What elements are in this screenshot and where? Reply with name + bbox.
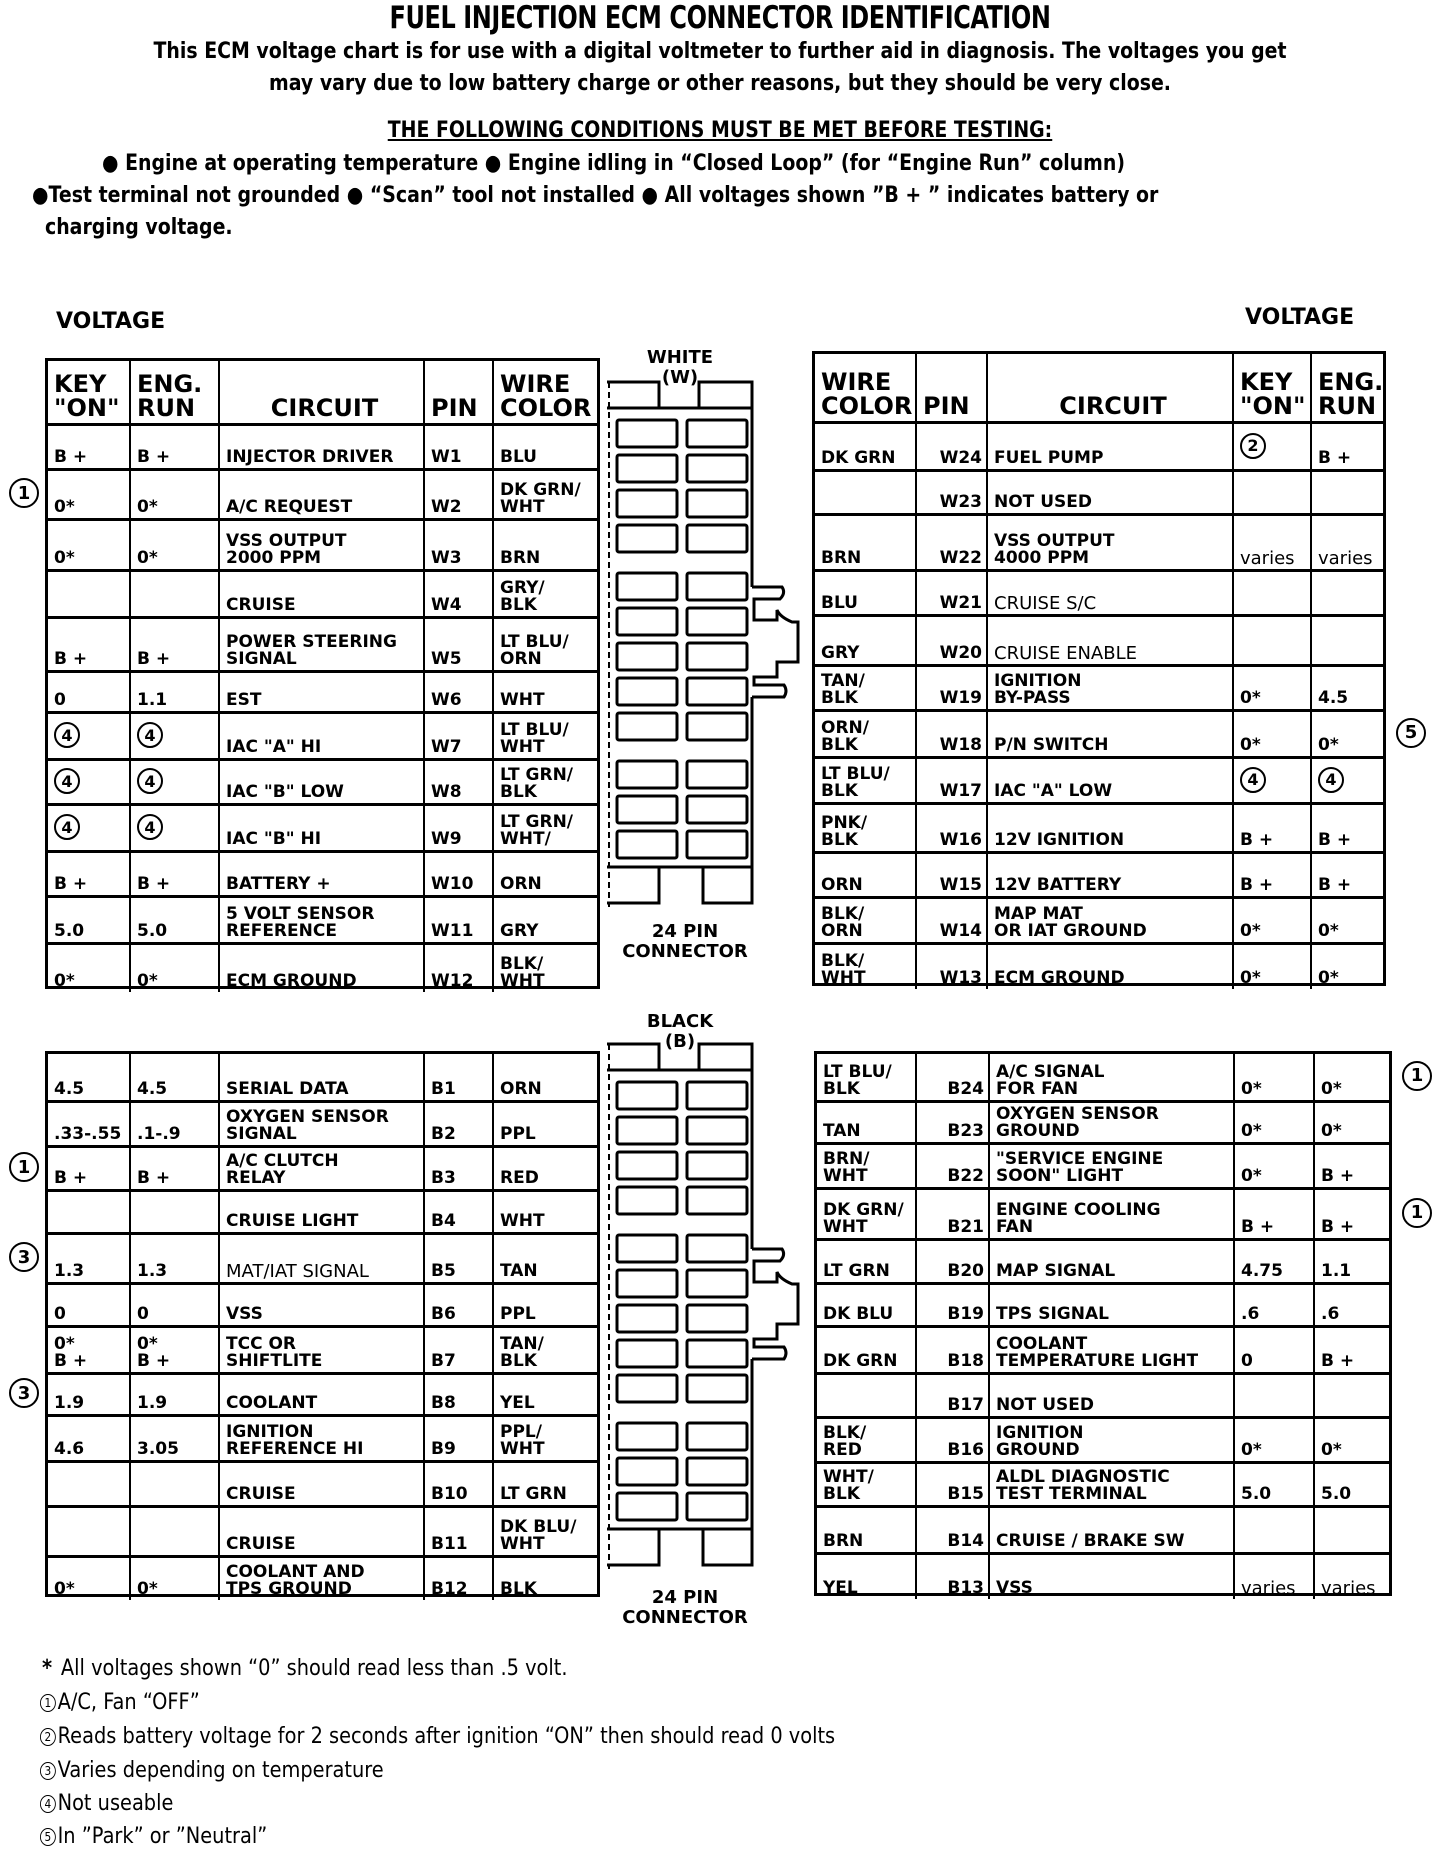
cell-value: COOLANT TEMPERATURE LIGHT bbox=[996, 1334, 1199, 1371]
cell-value: B + bbox=[1318, 448, 1352, 468]
voltage-label-left: VOLTAGE bbox=[56, 309, 166, 334]
cell-value: B5 bbox=[431, 1261, 456, 1281]
cell-value: 1.3 bbox=[54, 1261, 85, 1281]
cell-value: BRN bbox=[821, 548, 862, 568]
cell-value: WHT bbox=[500, 1211, 545, 1231]
note-1-circle-icon: 1 bbox=[9, 478, 39, 508]
cell-value: B + bbox=[1321, 1351, 1355, 1371]
cell-value: CRUISE S/C bbox=[994, 593, 1097, 614]
footnote-number-icon: 5 bbox=[40, 1828, 56, 1846]
cell-value: TAN/ BLK bbox=[500, 1334, 544, 1371]
cell-value: DK GRN bbox=[823, 1351, 898, 1371]
cell-value: 0* bbox=[1321, 1440, 1342, 1460]
cell-value: B + bbox=[54, 649, 88, 669]
black-connector-pin-cavity bbox=[617, 1117, 677, 1144]
cell-value: B + bbox=[54, 1168, 88, 1188]
cell-value: 0* bbox=[1318, 735, 1339, 755]
cell-value: B14 bbox=[947, 1531, 984, 1551]
cell-value: B20 bbox=[947, 1261, 984, 1281]
intro-line-2: may vary due to low battery charge or other reasons, but they should be very close. bbox=[269, 71, 1171, 96]
cell-value: NOT USED bbox=[994, 492, 1092, 512]
cell-value: B19 bbox=[947, 1304, 984, 1324]
cell-value: OXYGEN SENSOR GROUND bbox=[996, 1104, 1159, 1141]
cell-value: DK GRN/ WHT bbox=[823, 1200, 904, 1237]
cell-value: B16 bbox=[947, 1440, 984, 1460]
cell-value: 0 bbox=[137, 1304, 149, 1324]
cell-value: W15 bbox=[939, 875, 982, 895]
cell-value: TPS SIGNAL bbox=[996, 1304, 1109, 1324]
cell-value: W9 bbox=[431, 829, 462, 849]
cell-value: B10 bbox=[431, 1484, 468, 1504]
cell-value: 0* bbox=[1240, 968, 1261, 988]
cell-value: W12 bbox=[431, 971, 474, 991]
black-connector-pin-cavity bbox=[617, 1270, 677, 1297]
black-connector-pin-cavity bbox=[617, 1305, 677, 1332]
cell-value: .1-.9 bbox=[137, 1124, 181, 1144]
note-3-circle-icon: 3 bbox=[9, 1242, 39, 1272]
cell-value: B + bbox=[1321, 1217, 1355, 1237]
cell-value: B15 bbox=[947, 1484, 984, 1504]
cell-value: B + bbox=[137, 874, 171, 894]
note-circle-icon: 4 bbox=[1318, 767, 1344, 793]
black-connector-latch bbox=[752, 1249, 798, 1359]
cell-value: 0* bbox=[1318, 968, 1339, 988]
cell-value: W23 bbox=[939, 492, 982, 512]
cell-value: W24 bbox=[939, 448, 982, 468]
cell-value: W5 bbox=[431, 649, 462, 669]
cell-value: CRUISE bbox=[226, 1484, 296, 1504]
cell-value: EST bbox=[226, 690, 262, 710]
cell-value: 0* bbox=[54, 497, 75, 517]
cell-value: 1.1 bbox=[137, 690, 168, 710]
cell-value: B + bbox=[1241, 1217, 1275, 1237]
black-connector-top-tab bbox=[607, 1044, 752, 1070]
cell-value: 4.75 bbox=[1241, 1261, 1283, 1281]
cell-value: B + bbox=[1318, 875, 1352, 895]
cell-value: W6 bbox=[431, 690, 462, 710]
black-connector-pin-cavity bbox=[687, 1152, 747, 1179]
cell-value: 0* bbox=[54, 548, 75, 568]
note-circle-icon: 4 bbox=[54, 722, 80, 748]
footnote-text: Varies depending on temperature bbox=[57, 1758, 384, 1783]
cell-value: B22 bbox=[947, 1166, 984, 1186]
cell-value: MAP SIGNAL bbox=[996, 1261, 1116, 1281]
black-connector-pin-cavity bbox=[687, 1340, 747, 1367]
column-header-label: CIRCUIT bbox=[1059, 392, 1167, 420]
cell-value: VSS bbox=[226, 1304, 263, 1324]
cell-value: 0* bbox=[1318, 921, 1339, 941]
cell-value: IGNITION GROUND bbox=[996, 1423, 1084, 1460]
cell-value: DK BLU/ WHT bbox=[500, 1517, 577, 1554]
column-header-label: PIN bbox=[923, 392, 970, 420]
cell-value: B24 bbox=[947, 1079, 984, 1099]
cell-value: B + bbox=[54, 447, 88, 467]
cell-value: W11 bbox=[431, 921, 474, 941]
black-connector-pin-cavity bbox=[687, 1117, 747, 1144]
cell-value: 1.9 bbox=[137, 1393, 168, 1413]
black-connector-pin-cavity bbox=[617, 1340, 677, 1367]
cell-value: B + bbox=[137, 649, 171, 669]
cell-value: MAT/IAT SIGNAL bbox=[226, 1261, 369, 1282]
cell-value: B + bbox=[137, 447, 171, 467]
cell-value: 3.05 bbox=[137, 1439, 179, 1459]
cell-value: 1.3 bbox=[137, 1261, 168, 1281]
footnote-asterisk bbox=[42, 1652, 568, 1686]
cell-value: 0 bbox=[54, 1304, 66, 1324]
cell-value: LT BLU/ WHT bbox=[500, 720, 569, 757]
cell-value: DK BLU bbox=[823, 1304, 894, 1324]
cell-value: PPL bbox=[500, 1124, 536, 1144]
black-connector-pin-cavity bbox=[617, 1152, 677, 1179]
note-circle-icon: 4 bbox=[137, 768, 163, 794]
cell-value: 0* B + bbox=[54, 1334, 88, 1371]
black-connector-pin-cavity bbox=[687, 1458, 747, 1485]
cell-value: B3 bbox=[431, 1168, 456, 1188]
cell-value: ECM GROUND bbox=[226, 971, 357, 991]
cell-value: B2 bbox=[431, 1124, 456, 1144]
footnote-3 bbox=[40, 1754, 384, 1788]
cell-value: W20 bbox=[939, 643, 982, 663]
cell-value: ALDL DIAGNOSTIC TEST TERMINAL bbox=[996, 1467, 1170, 1504]
cell-value: TAN/ BLK bbox=[821, 671, 865, 708]
cell-value: TCC OR SHIFTLITE bbox=[226, 1334, 323, 1371]
footnote-2 bbox=[40, 1720, 835, 1754]
black-connector-pin-cavity bbox=[687, 1187, 747, 1214]
voltage-label-right: VOLTAGE bbox=[1245, 305, 1355, 330]
note-circle-icon: 4 bbox=[137, 814, 163, 840]
cell-value: W2 bbox=[431, 497, 462, 517]
column-header-label: ENG. RUN bbox=[137, 370, 203, 422]
note-1-circle-icon: 1 bbox=[9, 1152, 39, 1182]
cell-value: CRUISE ENABLE bbox=[994, 643, 1137, 664]
note-circle-icon: 4 bbox=[54, 768, 80, 794]
cell-value: BLK/ ORN bbox=[821, 904, 865, 941]
cell-value: "SERVICE ENGINE SOON" LIGHT bbox=[996, 1149, 1164, 1186]
footnote-number-icon: 1 bbox=[40, 1694, 56, 1712]
cell-value: ORN bbox=[500, 874, 542, 894]
cell-value: GRY bbox=[500, 921, 539, 941]
cell-value: W16 bbox=[939, 830, 982, 850]
cell-value: IAC "A" LOW bbox=[994, 781, 1113, 801]
cell-value: BLK/ WHT bbox=[500, 954, 545, 991]
cell-value: PPL/ WHT bbox=[500, 1422, 545, 1459]
black-connector-pin-cavity bbox=[687, 1082, 747, 1109]
cell-value: A/C REQUEST bbox=[226, 497, 353, 517]
cell-value: LT GRN/ BLK bbox=[500, 765, 574, 802]
cell-value: 1.9 bbox=[54, 1393, 85, 1413]
cell-value: 5 VOLT SENSOR REFERENCE bbox=[226, 904, 375, 941]
cell-value: 0* bbox=[137, 548, 158, 568]
cell-value: ECM GROUND bbox=[994, 968, 1125, 988]
cell-value: B9 bbox=[431, 1439, 456, 1459]
cell-value: .6 bbox=[1241, 1304, 1260, 1324]
cell-value: PNK/ BLK bbox=[821, 813, 868, 850]
cell-value: RED bbox=[500, 1168, 539, 1188]
cell-value: 0* bbox=[1241, 1166, 1262, 1186]
cell-value: 4.5 bbox=[137, 1079, 168, 1099]
black-connector-pin-cavity bbox=[617, 1187, 677, 1214]
cell-value: W17 bbox=[939, 781, 982, 801]
cell-value: varies bbox=[1241, 1578, 1296, 1599]
cell-value: B + bbox=[1318, 830, 1352, 850]
black-connector-pin-cavity bbox=[687, 1305, 747, 1332]
black-connector-pin-cavity bbox=[687, 1235, 747, 1262]
column-header-label: KEY "ON" bbox=[1240, 368, 1306, 420]
cell-value: OXYGEN SENSOR SIGNAL bbox=[226, 1107, 389, 1144]
cell-value: W10 bbox=[431, 874, 474, 894]
cell-value: LT GRN bbox=[823, 1261, 890, 1281]
column-header-label: KEY "ON" bbox=[54, 370, 120, 422]
black-connector-pin-cavity bbox=[617, 1493, 677, 1520]
column-header-label: ENG. RUN bbox=[1318, 368, 1384, 420]
cell-value: GRY/ BLK bbox=[500, 578, 545, 615]
footnote-text: Not useable bbox=[57, 1791, 174, 1816]
cell-value: W13 bbox=[939, 968, 982, 988]
cell-value: B + bbox=[1240, 830, 1274, 850]
cell-value: IAC "B" HI bbox=[226, 829, 322, 849]
cell-value: BLU bbox=[821, 593, 858, 613]
condition-line-2: ●Test terminal not grounded ● “Scan” tool not installed ● All voltages shown ”B + ” indicates battery or bbox=[32, 183, 1159, 208]
black-connector-label: BLACK (B) bbox=[646, 1011, 714, 1052]
cell-value: CRUISE / BRAKE SW bbox=[996, 1531, 1185, 1551]
black-connector-bottom-tab bbox=[607, 1529, 752, 1565]
cell-value: IAC "A" HI bbox=[226, 737, 322, 757]
cell-value: W14 bbox=[939, 921, 982, 941]
cell-value: LT BLU/ ORN bbox=[500, 632, 569, 669]
column-header-label: CIRCUIT bbox=[270, 394, 379, 422]
cell-value: 0* bbox=[54, 971, 75, 991]
cell-value: 5.0 bbox=[1241, 1484, 1272, 1504]
cell-value: MAP MAT OR IAT GROUND bbox=[994, 904, 1147, 941]
cell-value: 1.1 bbox=[1321, 1261, 1352, 1281]
black-connector-pin-cavity bbox=[617, 1235, 677, 1262]
black-connector-pin-cavity bbox=[617, 1082, 677, 1109]
cell-value: 0* bbox=[1241, 1121, 1262, 1141]
cell-value: B1 bbox=[431, 1079, 456, 1099]
cell-value: BATTERY + bbox=[226, 874, 331, 894]
cell-value: YEL bbox=[500, 1393, 535, 1413]
cell-value: ORN bbox=[500, 1079, 542, 1099]
cell-value: W19 bbox=[939, 688, 982, 708]
footnote-5 bbox=[40, 1820, 267, 1854]
note-3-circle-icon: 3 bbox=[9, 1378, 39, 1408]
cell-value: LT BLU/ BLK bbox=[821, 764, 890, 801]
cell-value: COOLANT bbox=[226, 1393, 318, 1413]
cell-value: W21 bbox=[939, 593, 982, 613]
cell-value: 0* bbox=[1240, 921, 1261, 941]
cell-value: 0* B + bbox=[137, 1334, 171, 1371]
cell-value: LT BLU/ BLK bbox=[823, 1062, 892, 1099]
white-connector-label: WHITE (W) bbox=[646, 347, 714, 388]
cell-value: 4.6 bbox=[54, 1439, 85, 1459]
footnote-text: All voltages shown “0” should read less than .5 volt. bbox=[60, 1656, 568, 1681]
black-connector-pin-cavity bbox=[687, 1423, 747, 1450]
cell-value: B + bbox=[1240, 875, 1274, 895]
cell-value: PPL bbox=[500, 1304, 536, 1324]
cell-value: B18 bbox=[947, 1351, 984, 1371]
cell-value: ORN/ BLK bbox=[821, 718, 869, 755]
cell-value: W22 bbox=[939, 548, 982, 568]
note-5-circle-icon: 5 bbox=[1396, 718, 1426, 748]
cell-value: 5.0 bbox=[137, 921, 168, 941]
cell-value: INJECTOR DRIVER bbox=[226, 447, 394, 467]
cell-value: VSS OUTPUT 2000 PPM bbox=[226, 531, 347, 568]
cell-value: BLU bbox=[500, 447, 537, 467]
column-header-label: WIRE COLOR bbox=[821, 368, 913, 420]
cell-value: A/C CLUTCH RELAY bbox=[226, 1151, 339, 1188]
footnote-mark: * bbox=[42, 1656, 53, 1681]
black-connector-pin-cavity bbox=[617, 1458, 677, 1485]
footnote-text: Reads battery voltage for 2 seconds after ignition “ON” then should read 0 volts bbox=[57, 1724, 836, 1749]
footnote-text: In ”Park” or ”Neutral” bbox=[57, 1824, 268, 1849]
black-connector-pin-cavity bbox=[687, 1375, 747, 1402]
cell-value: A/C SIGNAL FOR FAN bbox=[996, 1062, 1105, 1099]
cell-value: BRN bbox=[500, 548, 541, 568]
cell-value: CRUISE bbox=[226, 1534, 296, 1554]
cell-value: varies bbox=[1321, 1578, 1376, 1599]
cell-value: W18 bbox=[939, 735, 982, 755]
cell-value: CRUISE bbox=[226, 595, 296, 615]
condition-line-3: charging voltage. bbox=[45, 215, 233, 240]
cell-value: BRN/ WHT bbox=[823, 1149, 870, 1186]
cell-value: TAN bbox=[500, 1261, 538, 1281]
cell-value: B4 bbox=[431, 1211, 456, 1231]
footnote-number-icon: 4 bbox=[40, 1795, 56, 1813]
cell-value: 0* bbox=[54, 1579, 75, 1599]
cell-value: 5.0 bbox=[1321, 1484, 1352, 1504]
cell-value: WHT/ BLK bbox=[823, 1467, 874, 1504]
intro-line-1: This ECM voltage chart is for use with a digital voltmeter to further aid in diagnosis. The voltages you get bbox=[153, 39, 1287, 64]
cell-value: 5.0 bbox=[54, 921, 85, 941]
conditions-heading: THE FOLLOWING CONDITIONS MUST BE MET BEFORE TESTING: bbox=[387, 118, 1053, 143]
cell-value: B8 bbox=[431, 1393, 456, 1413]
cell-value: BRN bbox=[823, 1531, 864, 1551]
black-connector-caption: 24 PIN CONNECTOR bbox=[622, 1587, 748, 1628]
cell-value: B23 bbox=[947, 1121, 984, 1141]
cell-value: TAN bbox=[823, 1121, 861, 1141]
page-title: FUEL INJECTION ECM CONNECTOR IDENTIFICATION bbox=[389, 0, 1051, 36]
cell-value: FUEL PUMP bbox=[994, 448, 1104, 468]
cell-value: YEL bbox=[823, 1578, 858, 1598]
column-header-label: PIN bbox=[431, 394, 478, 422]
black-connector-pin-cavity bbox=[617, 1423, 677, 1450]
cell-value: IGNITION BY-PASS bbox=[994, 671, 1082, 708]
cell-value: IGNITION REFERENCE HI bbox=[226, 1422, 364, 1459]
note-circle-icon: 4 bbox=[54, 814, 80, 840]
cell-value: 4.5 bbox=[1318, 688, 1349, 708]
footnote-4 bbox=[40, 1787, 173, 1821]
black-connector-pin-cavity bbox=[687, 1270, 747, 1297]
note-1-circle-icon: 1 bbox=[1402, 1061, 1432, 1091]
cell-value: 12V IGNITION bbox=[994, 830, 1125, 850]
cell-value: 0 bbox=[54, 690, 66, 710]
cell-value: ORN bbox=[821, 875, 863, 895]
cell-value: 0 bbox=[1241, 1351, 1253, 1371]
cell-value: COOLANT AND TPS GROUND bbox=[226, 1562, 365, 1599]
cell-value: ENGINE COOLING FAN bbox=[996, 1200, 1161, 1237]
cell-value: BLK/ RED bbox=[823, 1423, 867, 1460]
cell-value: 0* bbox=[1321, 1121, 1342, 1141]
cell-value: varies bbox=[1318, 548, 1373, 569]
cell-value: GRY bbox=[821, 643, 860, 663]
cell-value: BLK bbox=[500, 1579, 537, 1599]
white-connector-caption: 24 PIN CONNECTOR bbox=[622, 921, 748, 962]
footnote-number-icon: 3 bbox=[40, 1762, 56, 1780]
condition-line-1: ● Engine at operating temperature ● Engine idling in “Closed Loop” (for “Engine Run” column) bbox=[102, 151, 1125, 176]
cell-value: DK GRN bbox=[821, 448, 896, 468]
black-connector-pin-cavity bbox=[687, 1493, 747, 1520]
cell-value: 0* bbox=[1241, 1440, 1262, 1460]
cell-value: B6 bbox=[431, 1304, 456, 1324]
footnote-1 bbox=[40, 1686, 200, 1720]
cell-value: POWER STEERING SIGNAL bbox=[226, 632, 397, 669]
cell-value: BLK/ WHT bbox=[821, 951, 866, 988]
cell-value: 0* bbox=[137, 497, 158, 517]
cell-value: 0* bbox=[1321, 1079, 1342, 1099]
cell-value: B + bbox=[137, 1168, 171, 1188]
cell-value: varies bbox=[1240, 548, 1295, 569]
column-header-label: WIRE COLOR bbox=[500, 370, 592, 422]
cell-value: .33-.55 bbox=[54, 1124, 122, 1144]
cell-value: WHT bbox=[500, 690, 545, 710]
footnote-number-icon: 2 bbox=[40, 1728, 56, 1746]
cell-value: 0* bbox=[137, 1579, 158, 1599]
cell-value: W4 bbox=[431, 595, 462, 615]
cell-value: W7 bbox=[431, 737, 462, 757]
note-circle-icon: 4 bbox=[1240, 767, 1266, 793]
cell-value: 4.5 bbox=[54, 1079, 85, 1099]
cell-value: LT GRN bbox=[500, 1484, 567, 1504]
cell-value: VSS bbox=[996, 1578, 1033, 1598]
cell-value: SERIAL DATA bbox=[226, 1079, 349, 1099]
cell-value: W8 bbox=[431, 782, 462, 802]
cell-value: B12 bbox=[431, 1579, 468, 1599]
cell-value: 0* bbox=[1240, 735, 1261, 755]
cell-value: 0* bbox=[137, 971, 158, 991]
cell-value: CRUISE LIGHT bbox=[226, 1211, 359, 1231]
black-connector-pin-cavity bbox=[617, 1375, 677, 1402]
cell-value: DK GRN/ WHT bbox=[500, 480, 581, 517]
cell-value: B + bbox=[1321, 1166, 1355, 1186]
cell-value: B7 bbox=[431, 1351, 456, 1371]
note-circle-icon: 4 bbox=[137, 722, 163, 748]
cell-value: W3 bbox=[431, 548, 462, 568]
cell-value: B21 bbox=[947, 1217, 984, 1237]
cell-value: 0* bbox=[1241, 1079, 1262, 1099]
cell-value: B11 bbox=[431, 1534, 468, 1554]
cell-value: B17 bbox=[947, 1395, 984, 1415]
cell-value: .6 bbox=[1321, 1304, 1340, 1324]
cell-value: VSS OUTPUT 4000 PPM bbox=[994, 531, 1115, 568]
footnote-text: A/C, Fan “OFF” bbox=[57, 1690, 200, 1715]
cell-value: 0* bbox=[1240, 688, 1261, 708]
note-circle-icon: 2 bbox=[1240, 433, 1266, 459]
cell-value: W1 bbox=[431, 447, 462, 467]
cell-value: B + bbox=[54, 874, 88, 894]
cell-value: IAC "B" LOW bbox=[226, 782, 344, 802]
note-1-circle-icon: 1 bbox=[1402, 1198, 1432, 1228]
cell-value: 12V BATTERY bbox=[994, 875, 1122, 895]
cell-value: P/N SWITCH bbox=[994, 735, 1109, 755]
cell-value: LT GRN/ WHT/ bbox=[500, 812, 574, 849]
cell-value: B13 bbox=[947, 1578, 984, 1598]
cell-value: NOT USED bbox=[996, 1395, 1094, 1415]
